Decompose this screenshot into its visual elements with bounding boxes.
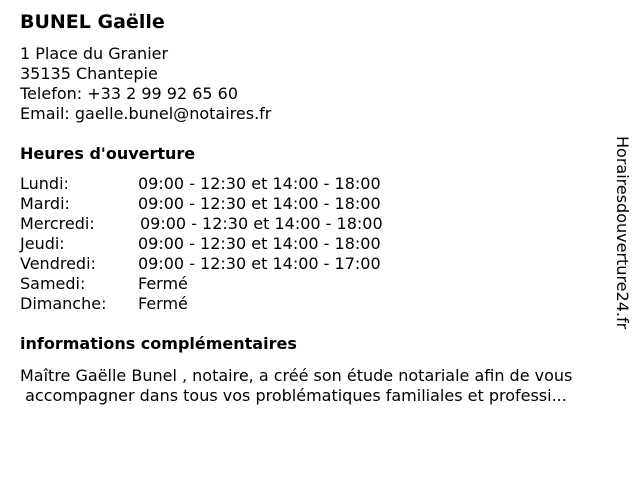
- description-text: [20, 366, 620, 406]
- city-postcode: 35135 Chantepie: [20, 64, 158, 83]
- description-line-2: accompagner dans tous vos problématiques familiales et professi...: [20, 386, 567, 405]
- opening-hours-table: [20, 174, 440, 314]
- contact-block: [20, 44, 271, 124]
- time-range: 09:00 - 12:30 et 14:00 - 18:00: [138, 194, 381, 213]
- day-label: Jeudi:: [20, 234, 65, 253]
- time-range: Fermé: [138, 274, 188, 293]
- email-address: Email: gaelle.bunel@notaires.fr: [20, 104, 272, 123]
- street-address: 1 Place du Granier: [20, 44, 169, 63]
- opening-hours-heading: Heures d'ouverture: [20, 144, 196, 163]
- hours-row-friday: [20, 254, 440, 274]
- time-range: 09:00 - 12:30 et 14:00 - 17:00: [138, 254, 381, 273]
- phone-number: Telefon: +33 2 99 92 65 60: [20, 84, 239, 103]
- description-line-1: Maître Gaëlle Bunel , notaire, a créé son étude notariale afin de vous: [20, 366, 573, 385]
- additional-info-heading: informations complémentaires: [20, 334, 297, 353]
- hours-row-wednesday: [20, 214, 440, 234]
- day-label: Dimanche:: [20, 294, 107, 313]
- hours-row-tuesday: [20, 194, 440, 214]
- hours-row-saturday: [20, 274, 440, 294]
- hours-row-monday: [20, 174, 440, 194]
- day-label: Mardi:: [20, 194, 70, 213]
- time-range: 09:00 - 12:30 et 14:00 - 18:00: [138, 234, 381, 253]
- site-watermark: Horairesdouverture24.fr: [613, 136, 632, 330]
- hours-row-thursday: [20, 234, 440, 254]
- time-range: 09:00 - 12:30 et 14:00 - 18:00: [140, 214, 383, 233]
- day-label: Lundi:: [20, 174, 69, 193]
- time-range: Fermé: [138, 294, 188, 313]
- day-label: Samedi:: [20, 274, 86, 293]
- notary-name: BUNEL Gaëlle: [20, 11, 165, 33]
- day-label: Mercredi:: [20, 214, 95, 233]
- hours-row-sunday: [20, 294, 440, 314]
- time-range: 09:00 - 12:30 et 14:00 - 18:00: [138, 174, 381, 193]
- day-label: Vendredi:: [20, 254, 96, 273]
